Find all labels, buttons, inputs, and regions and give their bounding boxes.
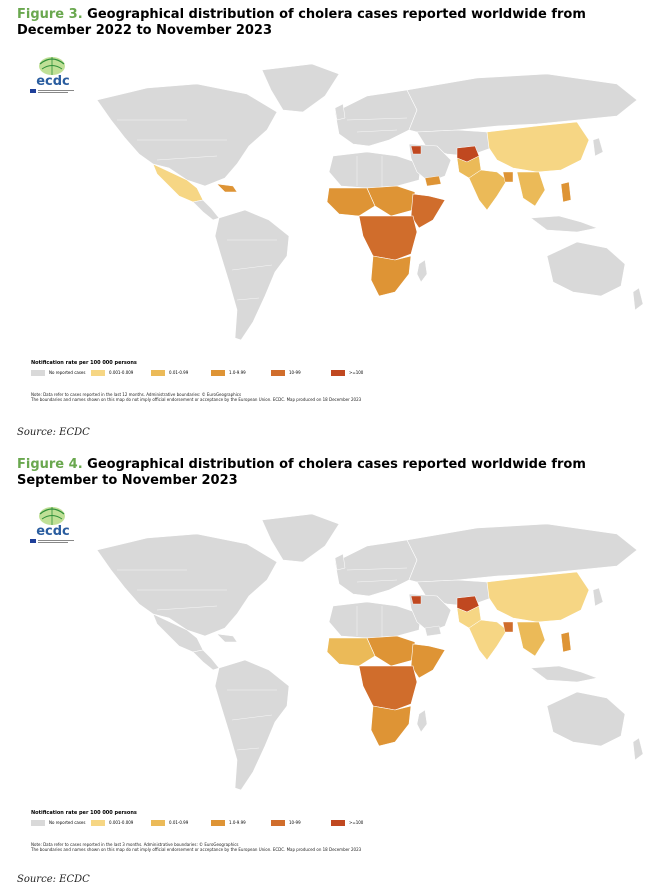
- logo-wordmark: ecdc: [36, 74, 70, 89]
- map-region-new-zealand: [633, 738, 643, 760]
- map-region-philippines: [561, 632, 571, 652]
- map-region-russia: [407, 524, 637, 582]
- figure-number: Figure 4.: [17, 457, 83, 472]
- map-region-se-asia: [517, 172, 545, 206]
- figure-source: Source: ECDC: [17, 874, 90, 885]
- ecdc-logo: [24, 54, 82, 100]
- map-region-yemen: [425, 176, 441, 186]
- map-note: [31, 842, 631, 852]
- map-region-north-africa: [329, 602, 421, 638]
- legend-swatch: [271, 370, 285, 376]
- map-region-sahel-east: [367, 636, 415, 666]
- map-region-west-africa: [327, 188, 375, 216]
- map-region-uk: [335, 104, 345, 120]
- legend-label: No reported cases: [49, 820, 86, 825]
- legend-label: No reported cases: [49, 370, 86, 375]
- legend-label: 0.01-0.99: [169, 820, 189, 825]
- map-region-horn-africa: [411, 194, 445, 228]
- figure-title-text: Geographical distribution of cholera cases reported worldwide from September to November 2023: [17, 457, 586, 488]
- map-region-australia: [547, 242, 625, 296]
- legend-label: 0.001-0.009: [109, 820, 134, 825]
- legend-swatch: [211, 370, 225, 376]
- figure-source: Source: ECDC: [17, 427, 90, 438]
- map-region-india: [469, 170, 507, 210]
- map-panel: [17, 492, 649, 857]
- legend-swatch: [331, 820, 345, 826]
- map-region-caribbean: [217, 634, 237, 642]
- legend-label: 0.01-0.99: [169, 370, 189, 375]
- map-region-sahel-east: [367, 186, 415, 216]
- note-line-2: The boundaries and names shown on this map do not imply official endorsement or acceptance by the European Union. ECDC. Map produced on 18 December 2023: [31, 397, 362, 402]
- map-region-syria: [411, 596, 421, 604]
- figure-title-text: Geographical distribution of cholera cases reported worldwide from December 2022 to November 2023: [17, 7, 586, 38]
- map-region-west-africa: [327, 638, 375, 666]
- map-region-bangladesh: [503, 622, 513, 632]
- figure-title: [17, 7, 637, 39]
- legend-swatch: [271, 820, 285, 826]
- legend: [31, 370, 391, 378]
- map-region-syria: [411, 146, 421, 154]
- map-panel: [17, 42, 649, 407]
- logo-wordmark: ecdc: [36, 524, 70, 539]
- map-region-japan: [593, 588, 603, 606]
- legend-label: 1.0-9.99: [229, 820, 246, 825]
- legend-label: >=100: [349, 820, 364, 825]
- ecdc-logo: [24, 504, 82, 550]
- legend-swatch: [31, 370, 45, 376]
- map-region-central-africa: [359, 216, 417, 260]
- legend-label: 10-99: [289, 370, 301, 375]
- map-region-yemen: [425, 626, 441, 636]
- map-region-north-america: [97, 534, 277, 636]
- map-region-india: [469, 620, 507, 660]
- legend-swatch: [331, 370, 345, 376]
- map-region-australia: [547, 692, 625, 746]
- note-line-2: The boundaries and names shown on this map do not imply official endorsement or acceptance by the European Union. ECDC. Map produced on 18 December 2023: [31, 847, 362, 852]
- legend-title: Notification rate per 100 000 persons: [31, 360, 137, 366]
- legend-label: 1.0-9.99: [229, 370, 246, 375]
- map-region-china: [487, 122, 589, 172]
- legend: [31, 820, 391, 828]
- map-region-greenland: [262, 514, 339, 562]
- legend-label: 0.001-0.009: [109, 370, 134, 375]
- map-region-central-america: [193, 650, 219, 670]
- note-line-1: Note: Data refer to cases reported in the last 12 months. Administrative boundaries: © EuroGeographics: [31, 392, 242, 397]
- map-region-new-zealand: [633, 288, 643, 310]
- map-region-central-africa: [359, 666, 417, 710]
- map-region-indonesia: [531, 666, 597, 682]
- world-choropleth-map: [77, 60, 647, 350]
- map-region-se-asia: [517, 622, 545, 656]
- map-note: [31, 392, 631, 402]
- map-region-caribbean: [217, 184, 237, 192]
- map-region-central-america: [193, 200, 219, 220]
- map-region-japan: [593, 138, 603, 156]
- map-region-indonesia: [531, 216, 597, 232]
- map-region-north-africa: [329, 152, 421, 188]
- note-line-1: Note: Data refer to cases reported in the last 3 months. Administrative boundaries: © EuroGeographics: [31, 842, 239, 847]
- globe-icon: [39, 507, 65, 525]
- eu-flag-icon: [30, 89, 36, 93]
- map-region-north-america: [97, 84, 277, 186]
- eu-flag-icon: [30, 539, 36, 543]
- map-region-southern-africa: [371, 256, 411, 296]
- legend-swatch: [211, 820, 225, 826]
- map-region-southern-africa: [371, 706, 411, 746]
- map-region-horn-africa: [411, 644, 445, 678]
- legend-label: 10-99: [289, 820, 301, 825]
- legend-swatch: [151, 820, 165, 826]
- globe-icon: [39, 57, 65, 75]
- map-region-bangladesh: [503, 172, 513, 182]
- map-region-madagascar: [417, 710, 427, 732]
- map-region-madagascar: [417, 260, 427, 282]
- legend-swatch: [31, 820, 45, 826]
- legend-title: Notification rate per 100 000 persons: [31, 810, 137, 816]
- map-region-uk: [335, 554, 345, 570]
- map-region-greenland: [262, 64, 339, 112]
- legend-swatch: [151, 370, 165, 376]
- map-region-south-america: [215, 660, 289, 790]
- legend-swatch: [91, 370, 105, 376]
- world-choropleth-map: [77, 510, 647, 800]
- figure-number: Figure 3.: [17, 7, 83, 22]
- map-region-south-america: [215, 210, 289, 340]
- figure-title: [17, 457, 637, 489]
- map-region-philippines: [561, 182, 571, 202]
- map-region-china: [487, 572, 589, 622]
- legend-label: >=100: [349, 370, 364, 375]
- map-region-russia: [407, 74, 637, 132]
- legend-swatch: [91, 820, 105, 826]
